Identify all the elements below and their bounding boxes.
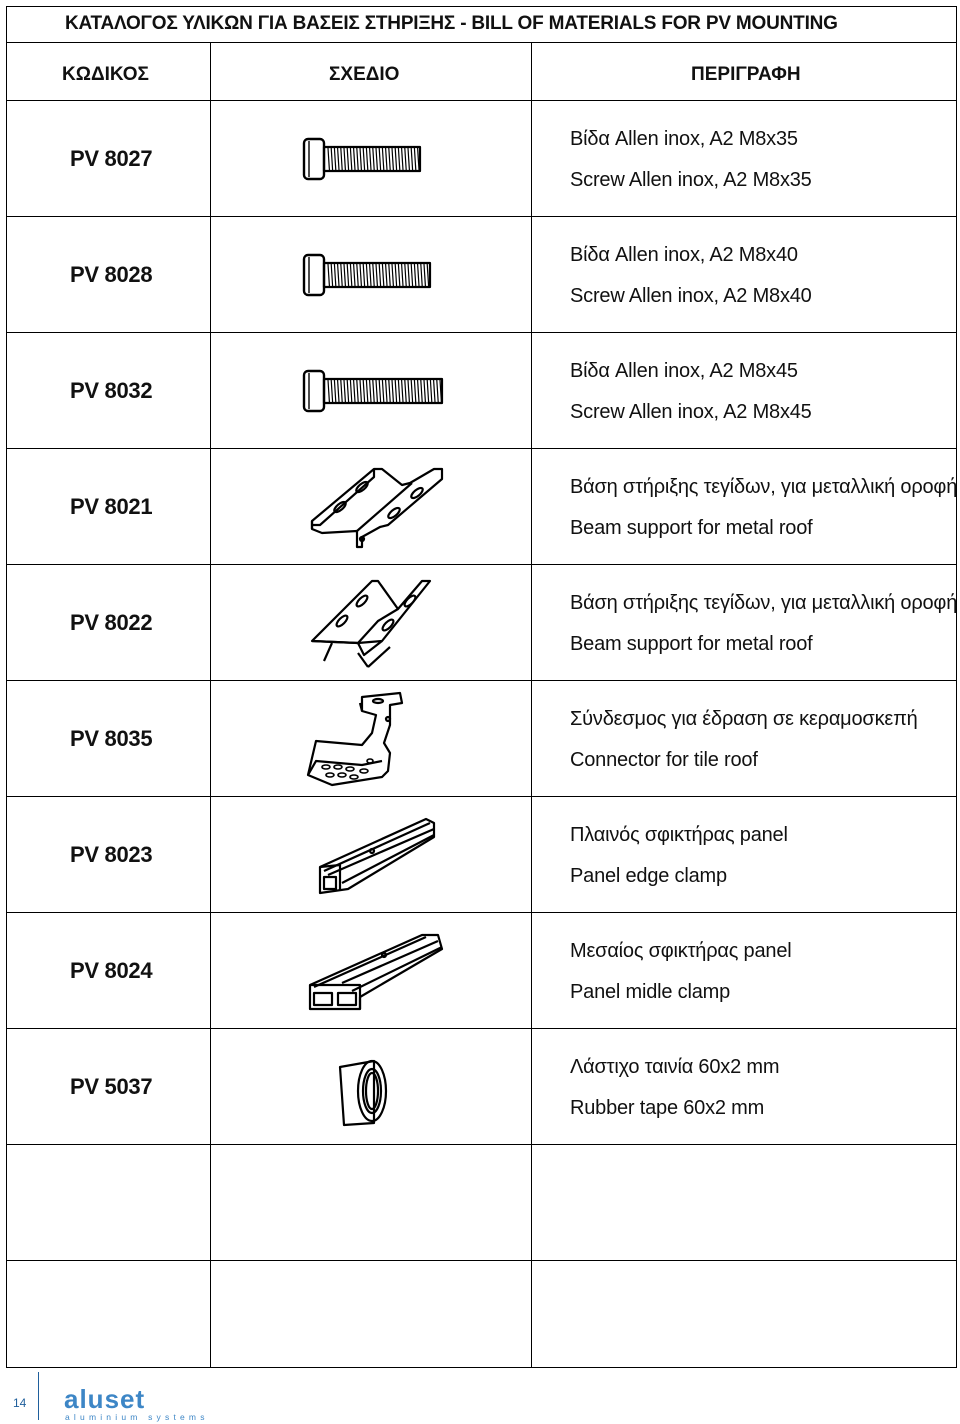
table-row	[7, 797, 956, 913]
footer-divider	[38, 1372, 39, 1420]
item-description	[570, 351, 812, 433]
empty-drawing	[212, 1145, 536, 1260]
item-code: PV 8021	[70, 493, 153, 519]
page-title: ΚΑΤΑΛΟΓΟΣ ΥΛΙΚΩΝ ΓΙΑ ΒΑΣΕΙΣ ΣΤΗΡΙΞΗΣ - BILL OF MATERIALS FOR PV MOUNTING	[7, 7, 956, 43]
column-divider	[531, 43, 532, 1367]
description-greek: Βάση στήριξης τεγίδων, για μεταλλική οροφή	[570, 592, 958, 614]
table-row	[7, 913, 956, 1029]
description-english: Beam support for metal roof	[570, 633, 813, 655]
header-description: ΠΕΡΙΓΡΑΦΗ	[691, 64, 801, 85]
item-code: PV 8027	[70, 145, 153, 171]
description-greek: Βίδα Allen inox, A2 M8x40	[570, 244, 798, 266]
column-divider	[210, 43, 211, 1367]
table-row	[7, 449, 956, 565]
table-row	[7, 101, 956, 217]
description-greek: Λάστιχο ταινία 60x2 mm	[570, 1056, 780, 1078]
empty-drawing	[212, 1261, 536, 1377]
item-code: PV 8035	[70, 725, 153, 751]
description-greek: Βίδα Allen inox, A2 M8x45	[570, 360, 798, 382]
allen-screw-45-icon	[212, 333, 536, 448]
item-code: PV 8022	[70, 609, 153, 635]
table-row	[7, 1029, 956, 1145]
item-description	[570, 583, 957, 665]
table-row	[7, 1261, 956, 1377]
logo-tagline: aluminium systems	[65, 1412, 209, 1422]
table-row	[7, 681, 956, 797]
description-english: Beam support for metal roof	[570, 517, 813, 539]
item-description	[570, 1047, 779, 1129]
table-row	[7, 333, 956, 449]
header-code: ΚΩΔΙΚΟΣ	[62, 64, 149, 85]
description-english: Screw Allen inox, A2 M8x35	[570, 169, 812, 191]
description-english: Connector for tile roof	[570, 749, 758, 771]
description-english: Screw Allen inox, A2 M8x40	[570, 285, 812, 307]
bill-of-materials-sheet	[6, 6, 957, 1368]
tile-roof-connector-icon	[212, 681, 536, 796]
description-english: Screw Allen inox, A2 M8x45	[570, 401, 812, 423]
table-row	[7, 217, 956, 333]
item-description	[570, 815, 788, 897]
aluset-logo: aluset	[64, 1384, 146, 1414]
item-code: PV 8023	[70, 841, 153, 867]
table-header	[7, 43, 956, 101]
panel-edge-clamp-icon	[212, 797, 536, 912]
item-description	[570, 119, 812, 201]
description-english: Rubber tape 60x2 mm	[570, 1097, 765, 1119]
item-code: PV 8032	[70, 377, 153, 403]
item-description	[570, 931, 792, 1013]
header-drawing: ΣΧΕΔΙΟ	[329, 64, 400, 85]
item-code: PV 5037	[70, 1073, 153, 1099]
description-english: Panel midle clamp	[570, 981, 731, 1003]
page-number: 14	[13, 1396, 27, 1410]
item-description	[570, 235, 812, 317]
page-footer	[0, 1368, 960, 1424]
description-greek: Πλαινός σφικτήρας panel	[570, 824, 788, 846]
item-code: PV 8024	[70, 957, 153, 983]
table-row	[7, 1145, 956, 1261]
beam-support-icon	[212, 449, 536, 564]
beam-support-v-icon	[212, 565, 536, 680]
table-row	[7, 565, 956, 681]
allen-screw-35-icon	[212, 101, 536, 216]
description-greek: Βάση στήριξης τεγίδων, για μεταλλική οροφή	[570, 476, 958, 498]
description-greek: Σύνδεσμος για έδραση σε κεραμοσκεπή	[570, 708, 918, 730]
description-greek: Βίδα Allen inox, A2 M8x35	[570, 128, 798, 150]
rubber-tape-roll-icon	[212, 1029, 536, 1144]
description-english: Panel edge clamp	[570, 865, 727, 887]
description-greek: Μεσαίος σφικτήρας panel	[570, 940, 792, 962]
panel-middle-clamp-icon	[212, 913, 536, 1028]
item-description	[570, 699, 918, 781]
item-description	[570, 467, 957, 549]
allen-screw-40-icon	[212, 217, 536, 332]
item-code: PV 8028	[70, 261, 153, 287]
